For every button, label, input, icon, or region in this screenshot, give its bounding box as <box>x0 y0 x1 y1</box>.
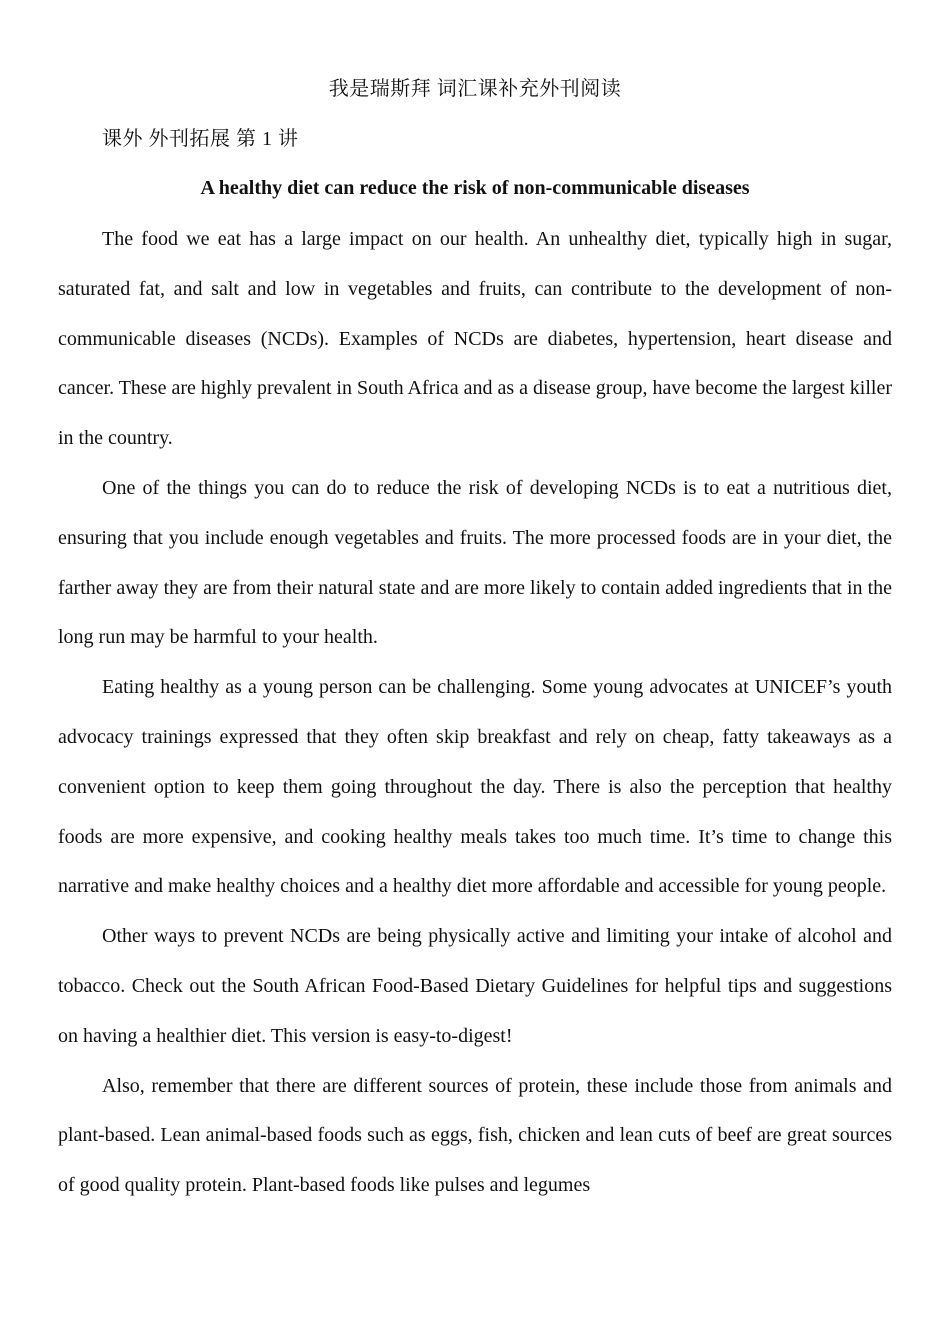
lesson-label: 课外 外刊拓展 第 1 讲 <box>102 128 299 150</box>
paragraph-4: Other ways to prevent NCDs are being physically active and limiting your intake of alcohol and tobacco. Check out the South African Food-Based Dietary Guidelines for helpful tips and suggestions on having a healthier diet. This version is easy-to-digest! <box>58 925 892 1047</box>
page-header: 我是瑞斯拜 词汇课补充外刊阅读 <box>328 78 622 100</box>
article-title: A healthy diet can reduce the risk of non-communicable diseases <box>200 177 750 199</box>
paragraph-5: Also, remember that there are different sources of protein, these include those from animals and plant-based. Lean animal-based foods such as eggs, fish, chicken and lean cuts of beef are great sources of good quality protein. Plant-based foods like pulses and legumes <box>58 1074 892 1197</box>
paragraph-3: Eating healthy as a young person can be challenging. Some young advocates at UNICEF’s youth advocacy trainings expressed that they often skip breakfast and rely on cheap, fatty takeaways as a convenient option to keep them going throughout the day. There is also the perception that healthy foods are more expensive, and cooking healthy meals takes too much time. It’s time to change this narrative and make healthy choices and a healthy diet more affordable and accessible for young people. <box>58 676 892 898</box>
article-body <box>58 215 892 1211</box>
paragraph-1: The food we eat has a large impact on our health. An unhealthy diet, typically high in sugar, saturated fat, and salt and low in vegetables and fruits, can contribute to the development of non-communicable diseases (NCDs). Examples of NCDs are diabetes, hypertension, heart disease and cancer. These are highly prevalent in South Africa and as a disease group, have become the largest killer in the country. <box>58 228 892 450</box>
paragraph-2: One of the things you can do to reduce the risk of developing NCDs is to eat a nutritious diet, ensuring that you include enough vegetables and fruits. The more processed foods are in your diet, the farther away they are from their natural state and are more likely to contain added ingredients that in the long run may be harmful to your health. <box>58 476 892 649</box>
